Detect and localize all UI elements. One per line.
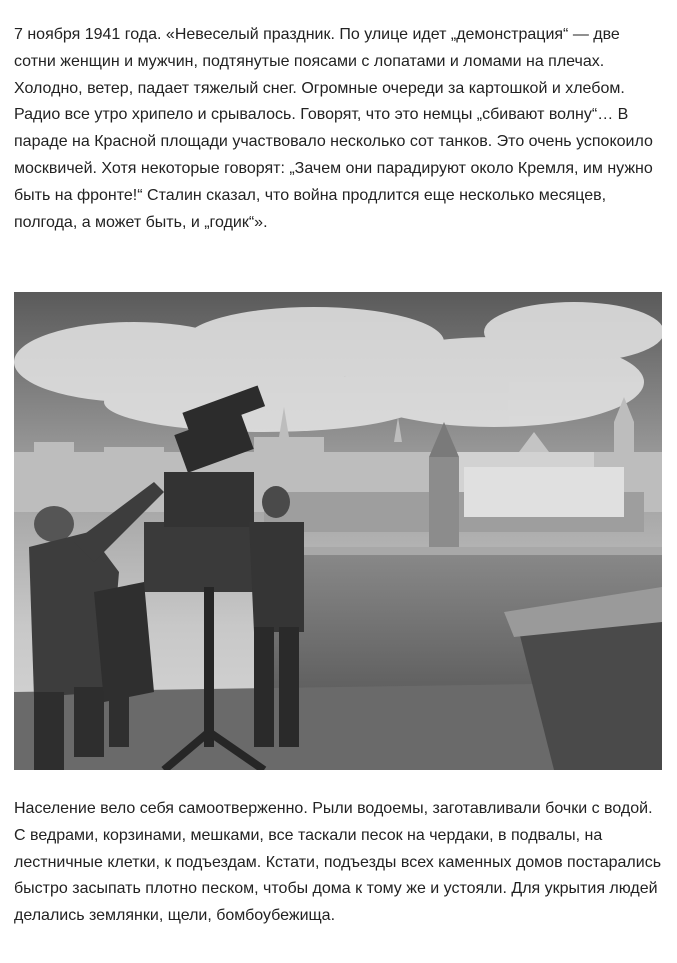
palace	[464, 467, 624, 517]
historical-photo	[14, 292, 662, 770]
photo-illustration	[14, 292, 662, 770]
article-paragraph-bottom: Население вело себя самоотверженно. Рыли водоемы, заготавливали бочки с водой. С ведрами, корзинами, мешками, все таскали песок на чердаки, в подвалы, на лестничные клетки, к подъездам. Кстати, подъезды всех каменных домов постарались быстро засыпать плотно песком, чтобы дома к тому же и устояли. Для укрытия людей делались землянки, щели, бомбоубежища.	[14, 800, 662, 925]
article-paragraph-top: 7 ноября 1941 года. «Невеселый праздник. По улице идет „демонстрация“ — две сотни женщин и мужчин, подтянутые поясами с лопатами и ломами на плечах. Холодно, ветер, падает тяжелый снег. Огромные очереди за картошкой и хлебом. Радио все утро хрипело и срывалось. Говорят, что это немцы „сбивают волну“… В параде на Красной площади участвовало несколько сот танков. Это очень успокоило москвичей. Хотя некоторые говорят: „Зачем они парадируют около Кремля, им нужно быть на фронте!“ Сталин сказал, что война продлится еще несколько месяцев, полгода, а может быть, и „годик“».	[14, 26, 653, 231]
